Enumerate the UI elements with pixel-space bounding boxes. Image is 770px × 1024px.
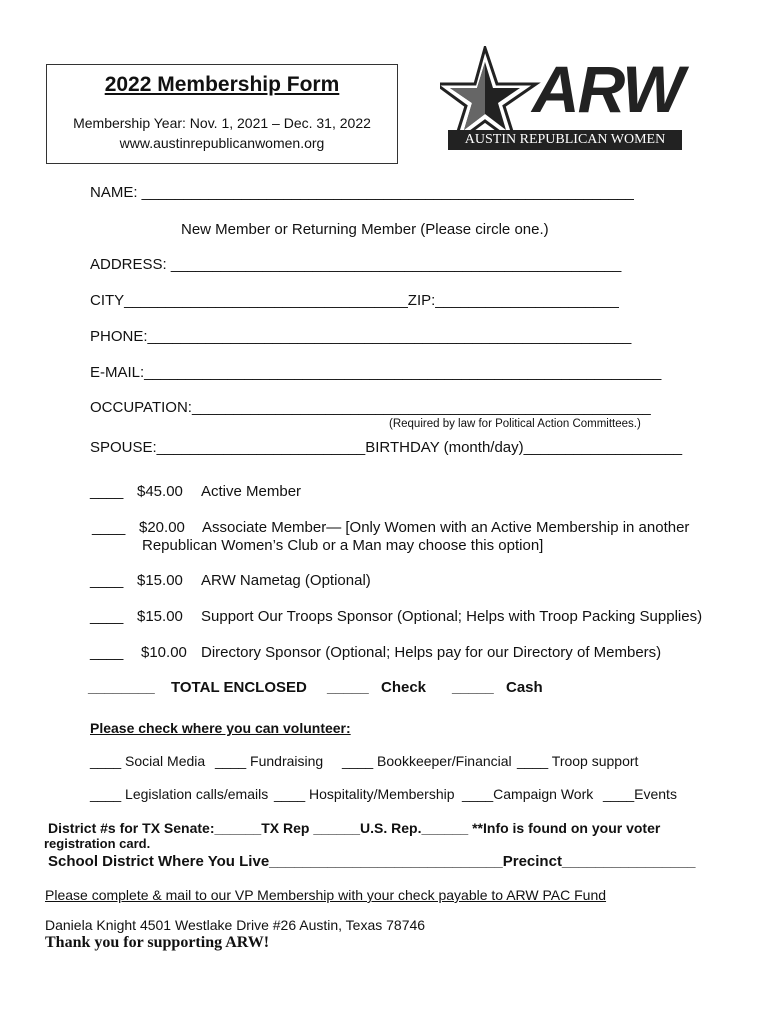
option-desc: Directory Sponsor (Optional; Helps pay for our Directory of Members) [201, 644, 662, 661]
occupation-note: (Required by law for Political Action Committees.) [389, 418, 641, 430]
cash-label: Cash [506, 679, 543, 696]
thank-you-note: Thank you for supporting ARW! [45, 934, 270, 951]
check-label: Check [381, 679, 427, 696]
arw-logo [440, 46, 690, 154]
email-field[interactable]: E-MAIL:______________________________________________________________ [90, 364, 662, 381]
volunteer-bookkeeper[interactable]: ____ Bookkeeper/Financial [342, 753, 512, 769]
phone-field[interactable]: PHONE:__________________________________________________________ [90, 328, 632, 345]
total-blank[interactable]: ________ [88, 679, 155, 696]
name-field[interactable]: NAME: ___________________________________________________________ [90, 184, 634, 201]
spouse-birthday-field[interactable]: SPOUSE:_________________________BIRTHDAY (month/day)___________________ [90, 439, 683, 456]
option-blank[interactable]: ____ [90, 483, 124, 500]
option-desc: Associate Member— [Only Women with an Active Membership in another [202, 519, 690, 536]
district-line-continued: registration card. [44, 836, 151, 851]
membership-year: Membership Year: Nov. 1, 2021 – Dec. 31, 2022 [73, 115, 371, 131]
logo-letters: ARW [532, 52, 683, 126]
volunteer-social-media[interactable]: ____ Social Media [90, 753, 206, 769]
volunteer-heading: Please check where you can volunteer: [90, 720, 351, 736]
option-blank[interactable]: ____ [92, 519, 126, 536]
form-title: 2022 Membership Form [104, 73, 340, 96]
option-desc: Active Member [201, 483, 302, 500]
option-amount: $15.00 [137, 572, 183, 589]
volunteer-legislation[interactable]: ____ Legislation calls/emails [90, 786, 269, 802]
option-desc: Support Our Troops Sponsor (Optional; Helps with Troop Packing Supplies) [201, 608, 703, 625]
school-district-line[interactable]: School District Where You Live____________________________Precinct________________ [48, 853, 696, 870]
occupation-field[interactable]: OCCUPATION:_______________________________________________________ [90, 399, 651, 416]
district-line[interactable]: District #s for TX Senate:______TX Rep ______U.S. Rep.______ **Info is found on your voter [48, 820, 661, 836]
option-blank[interactable]: ____ [90, 608, 124, 625]
website-url: www.austinrepublicanwomen.org [119, 135, 325, 151]
volunteer-campaign[interactable]: ____Campaign Work [462, 786, 594, 802]
logo-banner-text: AUSTIN REPUBLICAN WOMEN [464, 132, 666, 147]
member-type-line[interactable]: New Member or Returning Member (Please circle one.) [181, 221, 549, 238]
form-header-box [46, 64, 398, 164]
option-blank[interactable]: ____ [90, 572, 124, 589]
volunteer-hospitality[interactable]: ____ Hospitality/Membership [274, 786, 455, 802]
volunteer-fundraising[interactable]: ____ Fundraising [215, 753, 324, 769]
address-field[interactable]: ADDRESS: ______________________________________________________ [90, 256, 622, 273]
mailing-address: Daniela Knight 4501 Westlake Drive #26 Austin, Texas 78746 [45, 917, 426, 933]
option-desc-continued: Republican Women’s Club or a Man may choose this option] [142, 537, 544, 554]
option-blank[interactable]: ____ [90, 644, 124, 661]
total-label: TOTAL ENCLOSED [171, 679, 307, 696]
option-amount: $15.00 [137, 608, 183, 625]
check-blank[interactable]: _____ [327, 679, 369, 696]
option-amount: $20.00 [139, 519, 185, 536]
option-desc: ARW Nametag (Optional) [201, 572, 371, 589]
mail-instructions: Please complete & mail to our VP Membership with your check payable to ARW PAC Fund [45, 887, 607, 903]
option-amount: $45.00 [137, 483, 183, 500]
volunteer-events[interactable]: ____Events [603, 786, 677, 802]
option-amount: $10.00 [141, 644, 187, 661]
cash-blank[interactable]: _____ [452, 679, 494, 696]
city-zip-field[interactable]: CITY__________________________________ZIP:______________________ [90, 292, 619, 309]
volunteer-troop-support[interactable]: ____ Troop support [517, 753, 639, 769]
